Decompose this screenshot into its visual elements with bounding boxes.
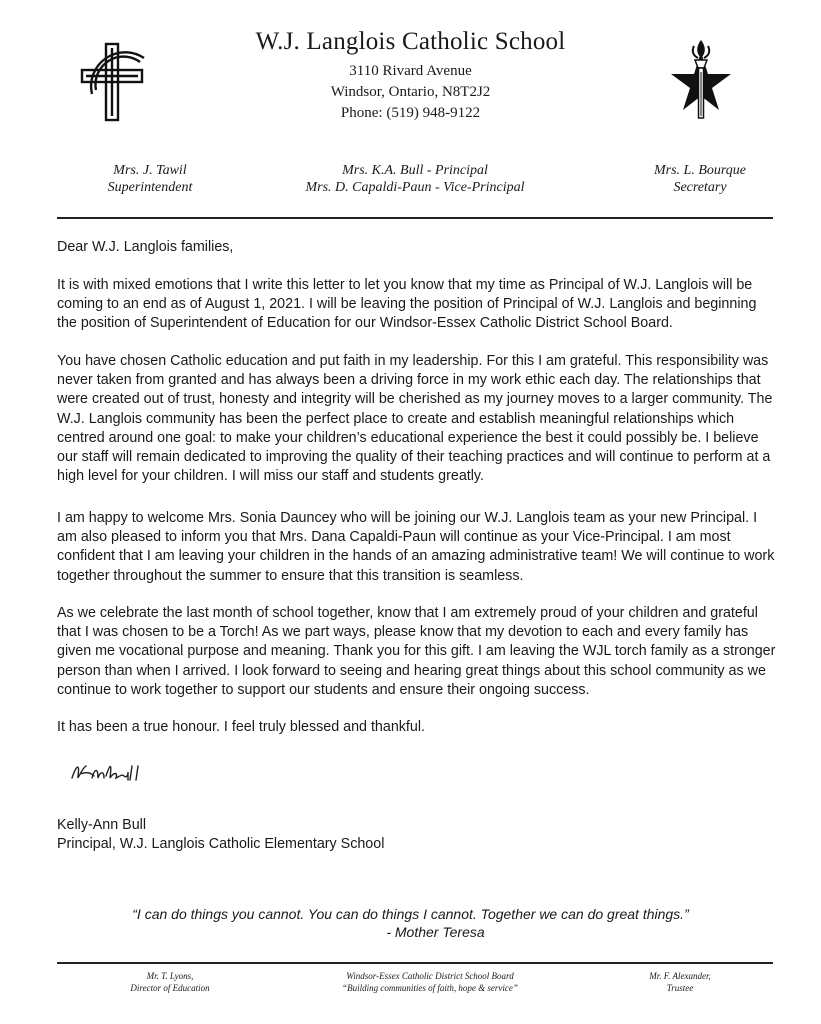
board-name: Windsor-Essex Catholic District School Board <box>346 971 514 981</box>
secretary-title: Secretary <box>673 180 727 195</box>
footer-trustee <box>610 970 750 994</box>
superintendent-name: Mrs. J. Tawil <box>113 163 187 178</box>
footer-director <box>95 970 245 994</box>
quote-author: - Mother Teresa <box>386 924 485 940</box>
phone-number: Phone: (519) 948-9122 <box>340 105 481 121</box>
address-line-1: 3110 Rivard Avenue <box>349 63 472 79</box>
secretary-name: Mrs. L. Bourque <box>653 163 747 178</box>
footer-divider <box>57 962 773 964</box>
board-motto: “Building communities of faith, hope & service” <box>342 983 518 993</box>
principal-line: Mrs. K.A. Bull - Principal <box>342 163 488 178</box>
paragraph-1: It is with mixed emotions that I write this letter to let you know that my time as Principal of W.J. Langlois will be coming to an end as of August 1, 2021. I will be leaving the position of Principal of W.J. Langlois and beginning the position of Superintendent of Education for our Windsor-Essex Catholic District School Board. <box>57 277 757 332</box>
trustee-name: Mr. F. Alexander, <box>649 971 711 981</box>
superintendent-title: Superintendent <box>107 180 193 195</box>
director-name: Mr. T. Lyons, <box>146 971 194 981</box>
director-title: Director of Education <box>130 983 210 993</box>
staff-secretary <box>620 162 780 196</box>
staff-principals <box>250 162 580 196</box>
header-divider <box>57 217 773 219</box>
footer-board <box>300 970 560 994</box>
signer-title: Principal, W.J. Langlois Catholic Elementary School <box>57 836 385 852</box>
salutation: Dear W.J. Langlois families, <box>57 239 234 255</box>
paragraph-4: As we celebrate the last month of school together, know that I am extremely proud of your children and grateful that I was chosen to be a Torch! As we part ways, please know that my devotion to each and every family has given me vocational purpose and meaning. Thank you for this gift. I am leaving the WJL torch family as a stronger person than when I arrived. I look forward to seeing and hearing great things about this school community as we continue to work together to support our students and ensure their ongoing success. <box>57 605 776 698</box>
trustee-title: Trustee <box>666 983 694 993</box>
signer-name: Kelly-Ann Bull <box>57 817 146 833</box>
paragraph-5: It has been a true honour. I feel truly blessed and thankful. <box>57 719 425 735</box>
quote <box>0 905 821 941</box>
staff-superintendent <box>70 162 230 196</box>
vice-principal-line: Mrs. D. Capaldi-Paun - Vice-Principal <box>305 180 525 195</box>
paragraph-2: You have chosen Catholic education and put faith in my leadership. For this I am grateful. This responsibility was never taken from granted and has always been a driving force in my work ethic each day. The relationships that were created out of trust, honesty and integrity will be cherished as my journey moves to a larger community. The W.J. Langlois community has been the perfect place to create and establish meaningful relationships which centred around one goal: to make your children’s educational experience the best it could possibly be. I believe our staff will remain dedicated to improving the quality of their teaching practices and will continue to perform at a high level for your children. I will miss our staff and students greatly. <box>57 353 773 485</box>
address-line-2: Windsor, Ontario, N8T2J2 <box>330 84 491 100</box>
quote-text: “I can do things you cannot. You can do things I cannot. Together we can do great things.” <box>132 906 689 922</box>
signature <box>68 758 148 788</box>
paragraph-3: I am happy to welcome Mrs. Sonia Dauncey who will be joining our W.J. Langlois team as your new Principal. I am also pleased to inform you that Mrs. Dana Capaldi-Paun will continue as your Vice-Principal. I am most confident that I am leaving your children in the hands of an amazing administrative team! We will continue to work together throughout the summer to ensure that this transition is seamless. <box>57 510 775 584</box>
school-name: W.J. Langlois Catholic School <box>255 28 566 55</box>
